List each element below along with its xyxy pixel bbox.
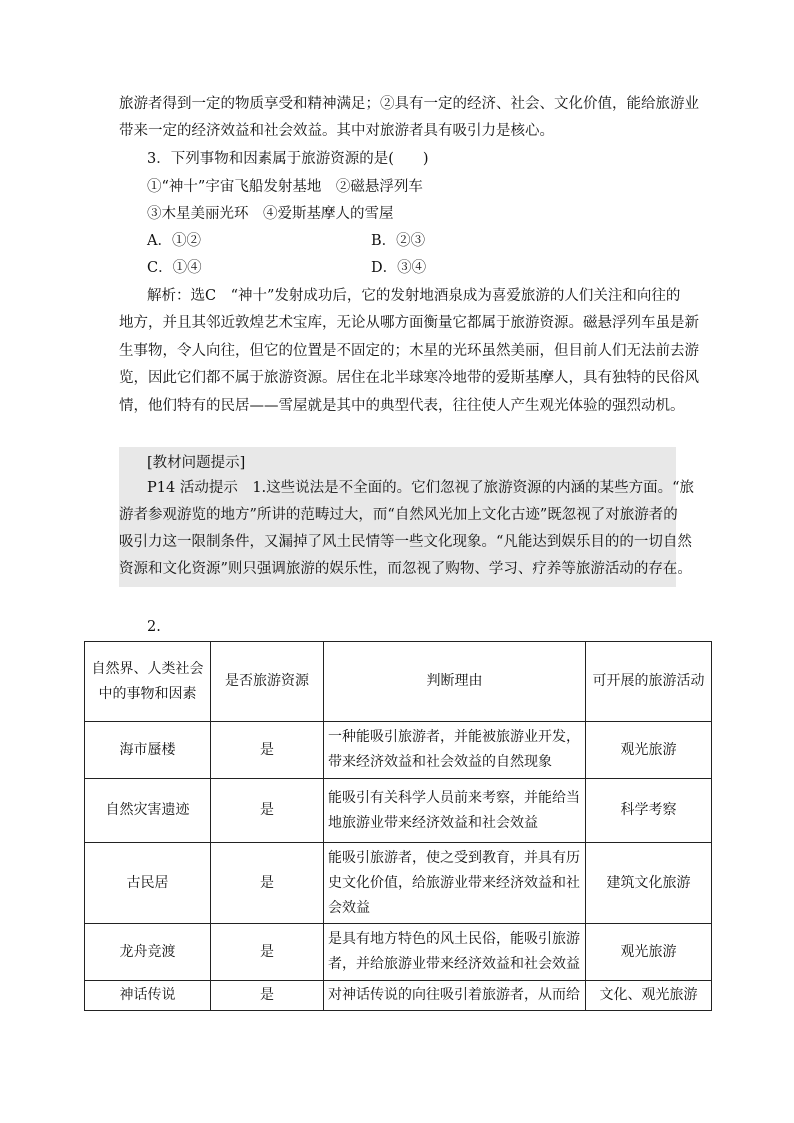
option-c: C．①④ (147, 260, 202, 276)
cell-activity: 建筑文化旅游 (586, 843, 712, 924)
item-2-label: 2. (147, 619, 161, 635)
header-activity: 可开展的旅游活动 (586, 642, 712, 722)
cell-is-resource: 是 (211, 981, 324, 1011)
textbook-hint-line-1: P14 活动提示 1.这些说法是不全面的。它们忽视了旅游资源的内涵的某些方面。“旅 (147, 480, 695, 496)
cell-reason: 能吸引有关科学人员前来考察，并能给当地旅游业带来经济效益和社会效益 (324, 779, 586, 843)
table-row (85, 779, 712, 843)
tourism-resource-table (84, 641, 712, 1011)
option-b: B．②③ (371, 233, 426, 249)
table-row (85, 722, 712, 779)
analysis-line-2: 地方，并且其邻近敦煌艺术宝库，无论从哪方面衡量它都属于旅游资源。磁悬浮列车虽是新 (119, 315, 699, 331)
cell-thing: 海市蜃楼 (85, 722, 211, 779)
option-a: A．①② (147, 233, 201, 249)
cell-thing: 古民居 (85, 843, 211, 924)
cell-activity: 观光旅游 (586, 924, 712, 981)
question-items-row-2: ③木星美丽光环 ④爱斯基摩人的雪屋 (147, 206, 394, 222)
table-row (85, 981, 712, 1011)
question-stem: 3．下列事物和因素属于旅游资源的是( ) (147, 151, 429, 167)
cell-thing: 自然灾害遗迹 (85, 779, 211, 843)
question-items-row-1: ①“神十”宇宙飞船发射基地 ②磁悬浮列车 (147, 179, 423, 195)
intro-line-2: 带来一定的经济效益和社会效益。其中对旅游者具有吸引力是核心。 (119, 123, 554, 139)
cell-reason: 是具有地方特色的风土民俗，能吸引旅游者，并给旅游业带来经济效益和社会效益 (324, 924, 586, 981)
header-is-resource: 是否旅游资源 (211, 642, 324, 722)
cell-reason: 对神话传说的向往吸引着旅游者，从而给 (324, 981, 586, 1011)
table-row (85, 924, 712, 981)
cell-activity: 文化、观光旅游 (586, 981, 712, 1011)
cell-reason: 能吸引旅游者，使之受到教育，并具有历史文化价值，给旅游业带来经济效益和社会效益 (324, 843, 586, 924)
textbook-hint-line-2: 游者参观游览的地方”所讲的范畴过大，而“自然风光加上文化古迹”既忽视了对旅游者的 (119, 507, 678, 523)
analysis-line-5: 情，他们特有的民居——雪屋就是其中的典型代表，往往使人产生观光体验的强烈动机。 (119, 398, 685, 414)
cell-is-resource: 是 (211, 722, 324, 779)
textbook-hint-title: [教材问题提示] (147, 455, 246, 471)
textbook-hint-box (119, 447, 695, 587)
cell-activity: 科学考察 (586, 779, 712, 843)
analysis-line-4: 览，因此它们都不属于旅游资源。居住在北半球寒冷地带的爱斯基摩人，具有独特的民俗风 (119, 370, 699, 386)
cell-is-resource: 是 (211, 924, 324, 981)
analysis-line-3: 生事物，令人向往，但它的位置是不固定的；木星的光环虽然美丽，但目前人们无法前去游 (119, 343, 699, 359)
header-reason: 判断理由 (324, 642, 586, 722)
textbook-hint-line-4: 资源和文化资源”则只强调旅游的娱乐性，而忽视了购物、学习、疗养等旅游活动的存在。 (119, 561, 692, 577)
option-d: D．③④ (371, 260, 427, 276)
cell-thing: 龙舟竞渡 (85, 924, 211, 981)
table-row (85, 843, 712, 924)
cell-thing: 神话传说 (85, 981, 211, 1011)
cell-reason: 一种能吸引旅游者，并能被旅游业开发，带来经济效益和社会效益的自然现象 (324, 722, 586, 779)
cell-is-resource: 是 (211, 843, 324, 924)
analysis-line-1: 解析：选C “神十”发射成功后，它的发射地酒泉成为喜爱旅游的人们关注和向往的 (147, 288, 681, 304)
table-header-row (85, 642, 712, 722)
cell-activity: 观光旅游 (586, 722, 712, 779)
textbook-hint-line-3: 吸引力这一限制条件，又漏掉了风土民情等一些文化现象。“凡能达到娱乐目的的一切自然 (119, 534, 692, 550)
header-thing: 自然界、人类社会中的事物和因素 (85, 642, 211, 722)
intro-line-1: 旅游者得到一定的物质享受和精神满足；②具有一定的经济、社会、文化价值，能给旅游业 (119, 96, 699, 112)
cell-is-resource: 是 (211, 779, 324, 843)
